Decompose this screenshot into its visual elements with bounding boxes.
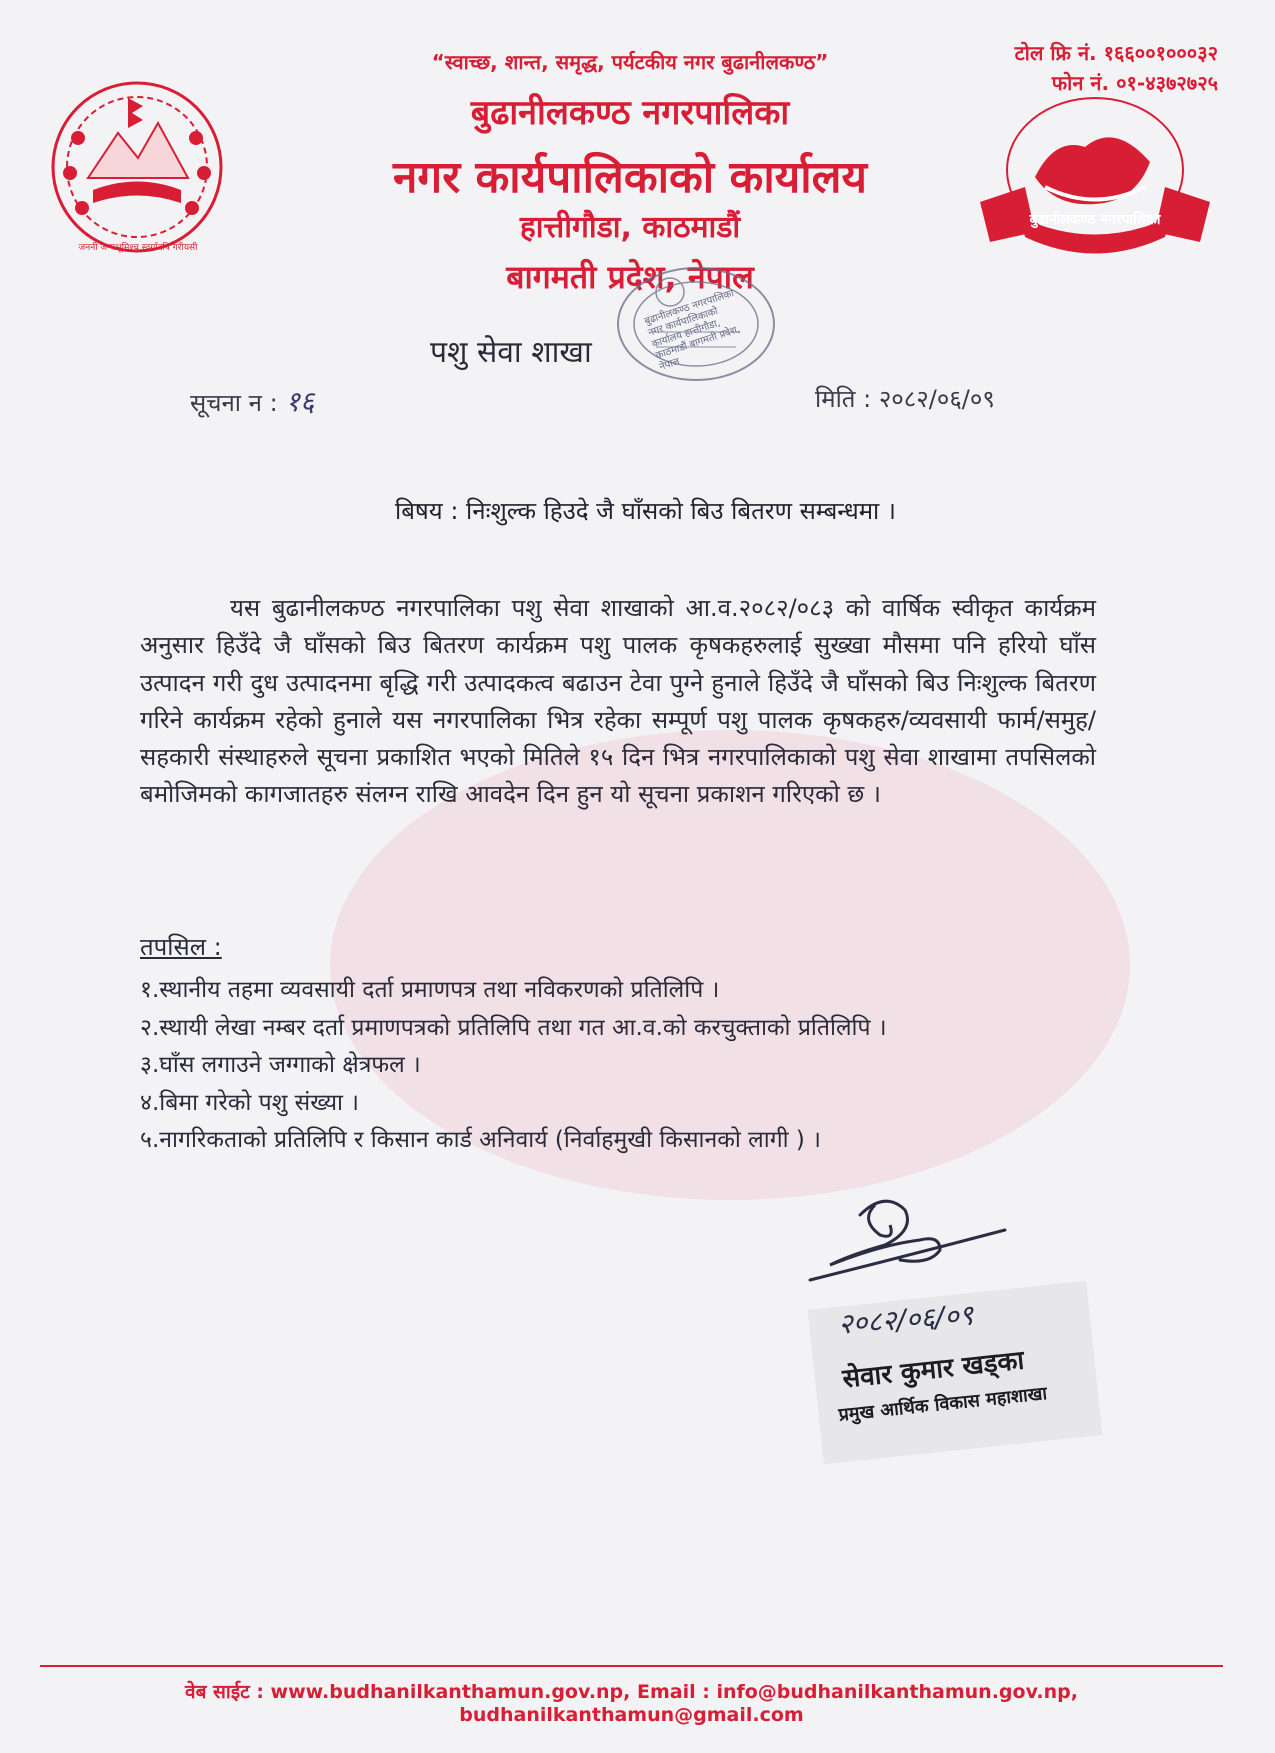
phone-number: फोन नं. ०१-४३७२७२५: [1051, 71, 1218, 95]
notice-date: [815, 382, 995, 415]
address-line-1: हात्तीगौडा, काठमाडौं: [519, 210, 741, 245]
right-logo-caption: बुढानीलकण्ठ नगरपालिका: [1029, 212, 1161, 228]
subject-line: बिषय : निःशुल्क हिउदे जै घाँसको बिउ बितरण सम्बन्धमा ।: [395, 497, 896, 525]
municipality-name: बुढानीलकण्ठ नगरपालिका: [470, 93, 790, 133]
municipality-logo-icon: [975, 92, 1215, 260]
office-name: नगर कार्यपालिकाको कार्यालय: [393, 152, 867, 203]
footer-divider: [40, 1665, 1223, 1667]
left-emblem-caption: जननी जन्मभूमिश्च स्वर्गादपि गरीयसी: [78, 243, 198, 253]
signatory-title: प्रमुख आर्थिक विकास महाशाखा: [837, 1383, 1049, 1426]
toll-free-number: टोल फ्रि नं. १६६००१०००३२: [1014, 41, 1218, 65]
signatory-name: सेवार कुमार खड्का: [841, 1345, 1026, 1395]
slogan: “स्वाच्छ, शान्त, समृद्ध, पर्यटकीय नगर बुढानीलकण्ठ”: [431, 50, 829, 74]
notice-number-value: १६: [285, 385, 315, 418]
branch-title: पशु सेवा शाखा: [430, 335, 592, 370]
list-item: ५.नागरिकताको प्रतिलिपि र किसान कार्ड अनिवार्य (निर्वाहमुखी किसानको लागी ) ।: [140, 1127, 821, 1153]
list-item: १.स्थानीय तहमा व्यवसायी दर्ता प्रमाणपत्र तथा नविकरणको प्रतिलिपि ।: [140, 977, 720, 1003]
requirements-list: [140, 972, 1140, 1160]
list-item: ४.बिमा गरेको पशु संख्या ।: [140, 1089, 360, 1116]
office-stamp-text: बुढानीलकण्ठ नगरपालिका नगर कार्यपालिकाको कार्यालय हात्तीगौडा, काठमाडौं बागमती प्रदेश, नेपाल: [643, 288, 742, 374]
body-paragraph: यस बुढानीलकण्ठ नगरपालिका पशु सेवा शाखाको आ.व.२०८२/०८३ को वार्षिक स्वीकृत कार्यक्रम अनुसार हिउँदे जै घाँसको बिउ बितरण कार्यक्रम पशु पालक कृषकहरुलाई सुख्खा मौसमा पनि हरियो घाँस उत्पादन गरी दुध उत्पादनमा बृद्धि गरी उत्पादकत्व बढाउन टेवा पुग्ने हुनाले हिउँदे जै घाँसको बिउ निःशुल्क बितरण गरिने कार्यक्रम रहेको हुनाले यस नगरपालिका भित्र रहेका सम्पूर्ण पशु पालक कृषकहरु/व्यवसायी फार्म/समुह/सहकारी संस्थाहरुले सूचना प्रकाशित भएको मितिले १५ दिन भित्र नगरपालिकाको पशु सेवा शाखामा तपसिलको बमोजिमको कागजातहरु संलग्न राखि आवदेन दिन हुन यो सूचना प्रकाशन गरिएको छ ।: [140, 594, 1096, 809]
date-label: मिति :: [815, 385, 872, 413]
footer-contact: वेब साईट : www.budhanilkanthamun.gov.np, Email : info@budhanilkanthamun.gov.np, budhanilkanthamun@gmail.com: [185, 1681, 1078, 1726]
signature-date: २०८२/०६/०९: [837, 1298, 975, 1341]
address-line-2: बागमती प्रदेश, नेपाल: [506, 258, 754, 296]
contact-block: [950, 38, 1218, 98]
date-value: २०८२/०६/०९: [878, 385, 995, 413]
nepal-emblem-icon: [48, 78, 226, 256]
list-item: ३.घाँस लगाउने जग्गाको क्षेत्रफल ।: [140, 1052, 421, 1078]
notice-number-label: सूचना न :: [190, 389, 278, 417]
tapasil-heading: तपसिल :: [140, 933, 222, 961]
list-item: २.स्थायी लेखा नम्बर दर्ता प्रमाणपत्रको प्रतिलिपि तथा गत आ.व.को करचुक्ताको प्रतिलिपि ।: [140, 1014, 887, 1041]
notice-number: [190, 382, 314, 420]
